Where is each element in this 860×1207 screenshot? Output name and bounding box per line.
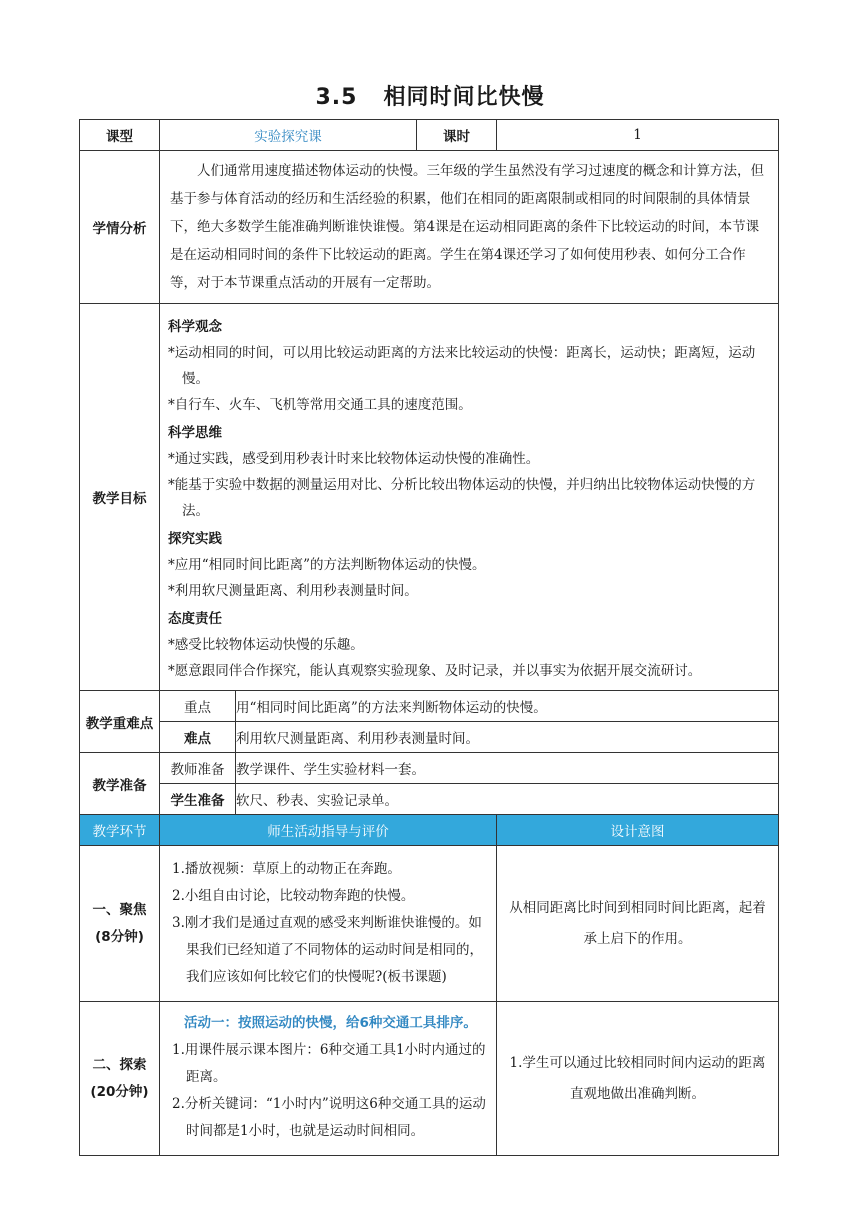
lesson-number: 3.5 <box>315 85 358 110</box>
key-points-label: 教学重难点 <box>80 691 160 753</box>
stage-duration: (8分钟) <box>95 928 144 945</box>
row-student-analysis <box>80 151 779 304</box>
stage-intent: 1.学生可以通过比较相同时间内运动的距离直观地做出准确判断。 <box>497 1002 779 1156</box>
stage-activity-title: 活动一：按照运动的快慢，给6种交通工具排序。 <box>184 1015 477 1031</box>
stage-step: 1.用课件展示课本图片：6种交通工具1小时内通过的距离。 <box>172 1042 486 1085</box>
teacher-prep-text: 教学课件、学生实验材料一套。 <box>236 753 779 784</box>
student-analysis-label: 学情分析 <box>80 151 160 304</box>
student-analysis-text: 人们通常用速度描述物体运动的快慢。三年级的学生虽然没有学习过速度的概念和计算方法，但基于参与体育活动的经历和生活经验的积累，他们在相同的距离限制或相同的时间限制的具体情景下，绝大多数学生能准确判断谁快谁慢。第4课是在运动相同距离的条件下比较运动的时间，本节课是在运动相同时间的条件下比较运动的距离。学生在第4课还学习了如何使用秒表、如何分工合作等，对于本节课重点活动的开展有一定帮助。 <box>170 163 764 291</box>
stage-step: 1.播放视频：草原上的动物正在奔跑。 <box>172 861 401 877</box>
stage-name-cell <box>80 1002 160 1156</box>
stage-steps-cell <box>160 846 497 1002</box>
goal-heading: 科学观念 <box>168 319 222 335</box>
row-key-point <box>80 691 779 722</box>
page-title <box>0 80 860 111</box>
goal-item: *感受比较物体运动快慢的乐趣。 <box>168 637 364 653</box>
stage-steps-cell <box>160 1002 497 1156</box>
lesson-type-label: 课型 <box>80 120 160 151</box>
process-header-row <box>80 815 779 846</box>
row-teacher-prep <box>80 753 779 784</box>
difficulty-text: 利用软尺测量距离、利用秒表测量时间。 <box>236 722 779 753</box>
goal-item: *利用软尺测量距离、利用秒表测量时间。 <box>168 583 418 599</box>
goal-heading: 态度责任 <box>168 611 222 627</box>
stage-duration: (20分钟) <box>90 1083 149 1100</box>
lesson-title: 相同时间比快慢 <box>383 85 545 110</box>
preparation-label: 教学准备 <box>80 753 160 815</box>
row-teaching-goals <box>80 304 779 691</box>
stage-step: 3.刚才我们是通过直观的感受来判断谁快谁慢的。如果我们已经知道了不同物体的运动时间是相同的，我们应该如何比较它们的快慢呢?(板书课题) <box>172 915 483 985</box>
stage-row <box>80 1002 779 1156</box>
goal-item: *通过实践，感受到用秒表计时来比较物体运动快慢的准确性。 <box>168 451 540 467</box>
student-prep-label: 学生准备 <box>160 784 236 815</box>
goal-item: *自行车、火车、飞机等常用交通工具的速度范围。 <box>168 397 472 413</box>
process-header-stage: 教学环节 <box>80 815 160 846</box>
student-prep-text: 软尺、秒表、实验记录单。 <box>236 784 779 815</box>
process-header-intent: 设计意图 <box>497 815 779 846</box>
goal-item: *愿意跟同伴合作探究，能认真观察实验现象、及时记录，并以事实为依据开展交流研讨。 <box>168 663 702 679</box>
row-lesson-type <box>80 120 779 151</box>
class-hours-label: 课时 <box>417 120 497 151</box>
teaching-goals-label: 教学目标 <box>80 304 160 691</box>
stage-step: 2.小组自由讨论，比较动物奔跑的快慢。 <box>172 888 415 904</box>
focus-text: 用“相同时间比距离”的方法来判断物体运动的快慢。 <box>236 691 779 722</box>
stage-row <box>80 846 779 1002</box>
goal-heading: 探究实践 <box>168 531 222 547</box>
stage-name: 二、探索 <box>92 1056 147 1073</box>
teacher-prep-label: 教师准备 <box>160 753 236 784</box>
goal-heading: 科学思维 <box>168 425 222 441</box>
stage-step: 2.分析关键词：“1小时内”说明这6种交通工具的运动时间都是1小时，也就是运动时间相同。 <box>172 1096 486 1139</box>
teaching-goals-cell <box>160 304 779 691</box>
student-analysis-cell <box>160 151 779 304</box>
stage-name: 一、聚焦 <box>92 901 147 918</box>
class-hours-value: 1 <box>497 120 779 151</box>
goal-item: *应用“相同时间比距离”的方法判断物体运动的快慢。 <box>168 557 486 573</box>
stage-intent: 从相同距离比时间到相同时间比距离，起着承上启下的作用。 <box>497 846 779 1002</box>
difficulty-label: 难点 <box>160 722 236 753</box>
process-header-activity: 师生活动指导与评价 <box>160 815 497 846</box>
goal-item: *能基于实验中数据的测量运用对比、分析比较出物体运动的快慢，并归纳出比较物体运动快慢的方法。 <box>168 477 756 519</box>
row-difficulty <box>80 722 779 753</box>
lesson-plan-table <box>79 119 779 1156</box>
lesson-type-value: 实验探究课 <box>160 120 417 151</box>
row-student-prep <box>80 784 779 815</box>
stage-name-cell <box>80 846 160 1002</box>
focus-label: 重点 <box>160 691 236 722</box>
goal-item: *运动相同的时间，可以用比较运动距离的方法来比较运动的快慢：距离长，运动快；距离短，运动慢。 <box>168 345 756 387</box>
